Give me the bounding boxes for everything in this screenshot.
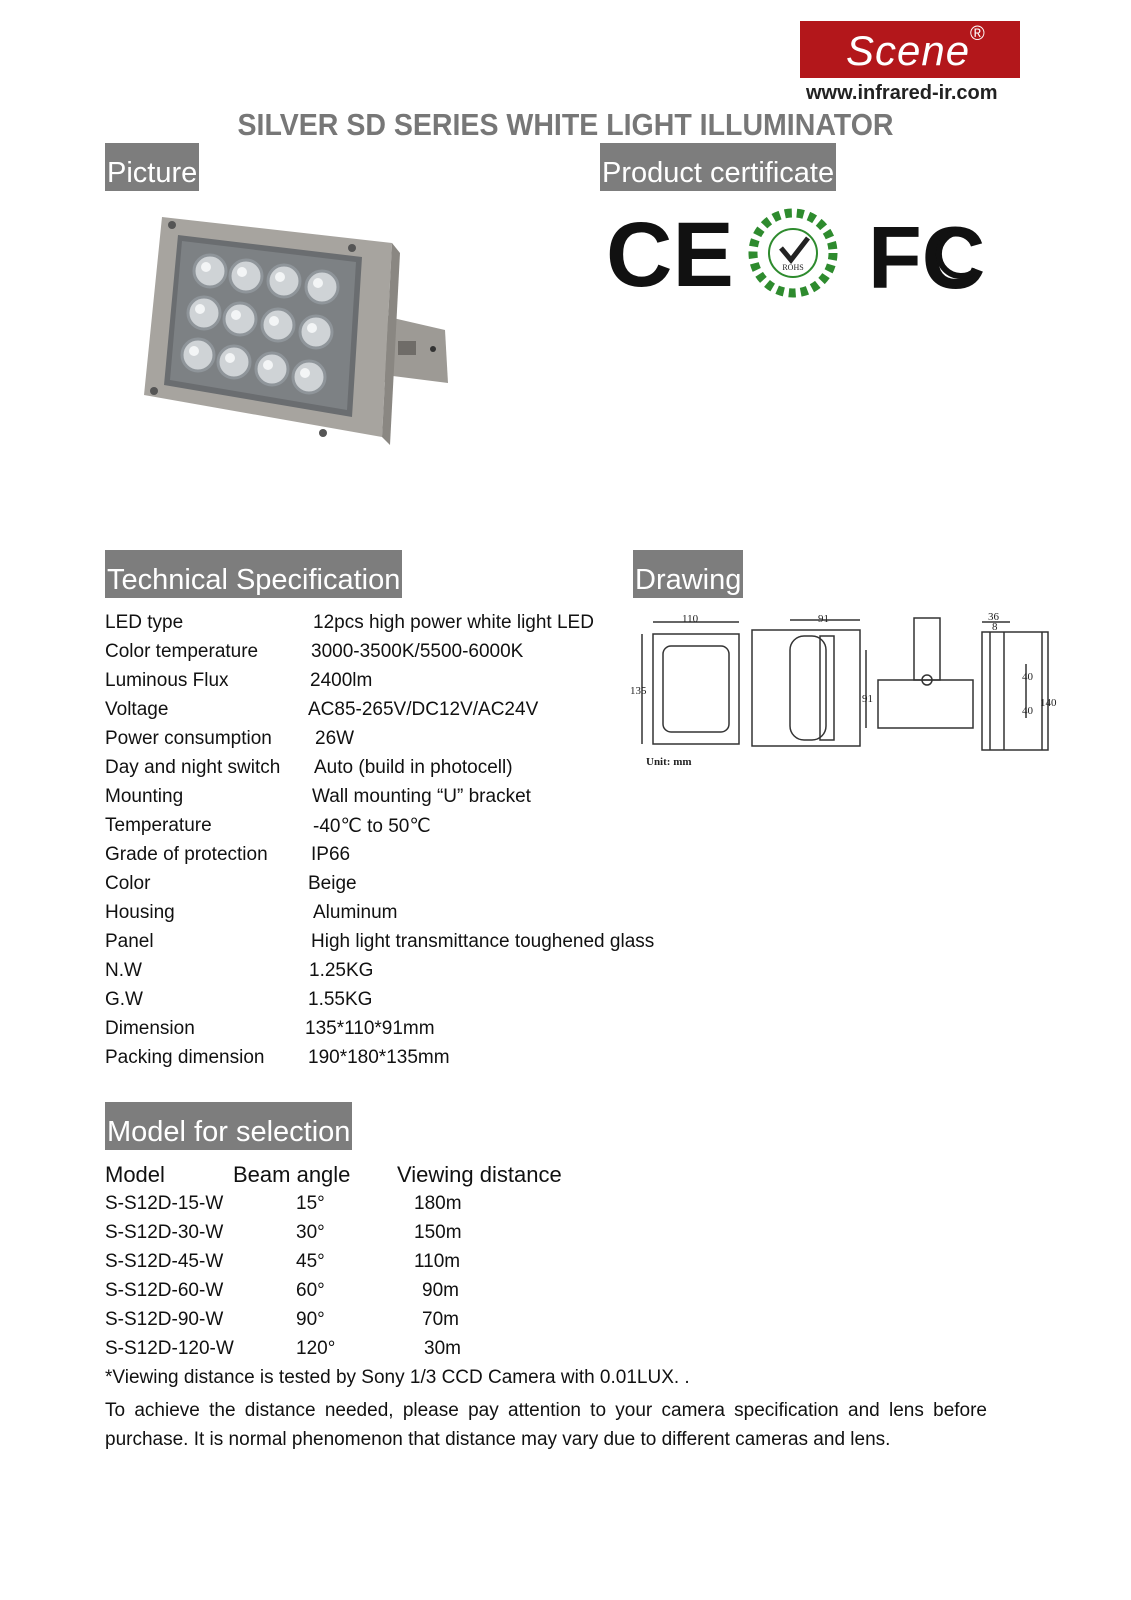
viewing-distance: 180m (414, 1193, 462, 1214)
footnote-distance-disclaimer: To achieve the distance needed, please pay attention to your camera specification and lens before purchase. It is normal phenomenon that distance may vary due to different cameras and lens. (105, 1400, 987, 1450)
spec-label: Packing dimension (105, 1047, 265, 1068)
spec-value: 2400lm (310, 670, 373, 691)
spec-value: 3000-3500K/5500-6000K (311, 641, 524, 662)
ce-mark-text: CE (606, 204, 734, 306)
spec-label: Dimension (105, 1018, 195, 1039)
viewing-distance: 110m (414, 1251, 461, 1272)
spec-value: 135*110*91mm (305, 1018, 435, 1039)
spec-label: Color temperature (105, 641, 259, 662)
model-name: S-S12D-60-W (105, 1280, 224, 1301)
spec-value: Wall mounting “U” bracket (312, 786, 531, 807)
dim-91-side: 91 (862, 693, 873, 705)
model-name: S-S12D-15-W (105, 1193, 224, 1214)
rohs-mark-text: ROHS (782, 263, 804, 272)
spec-value: High light transmittance toughened glass (311, 931, 655, 952)
spec-value: AC85-265V/DC12V/AC24V (308, 699, 539, 720)
fcc-mark-text: FC (868, 208, 986, 307)
dim-40-a: 40 (1022, 671, 1033, 683)
dim-135: 135 (630, 685, 647, 697)
model-name: S-S12D-30-W (105, 1222, 224, 1243)
beam-angle: 30° (296, 1222, 325, 1243)
unit-label: Unit: mm (646, 756, 692, 768)
dim-140: 140 (1040, 697, 1057, 709)
spec-label: LED type (105, 612, 184, 633)
dim-8: 8 (992, 621, 998, 633)
registered-mark: ® (970, 23, 985, 45)
spec-label: Housing (105, 902, 175, 923)
section-tech-spec: Technical Specification (105, 550, 402, 598)
spec-value: Auto (build in photocell) (314, 757, 513, 778)
spec-value: Beige (308, 873, 357, 894)
dim-36: 36 (988, 611, 999, 623)
spec-label: Color (105, 873, 151, 894)
website-url: www.infrared-ir.com (806, 82, 998, 104)
spec-label: Mounting (105, 786, 184, 807)
beam-angle: 90° (296, 1309, 325, 1330)
distance-column-header: Viewing distance (397, 1162, 562, 1187)
section-models: Model for selection (105, 1102, 352, 1150)
document-title: SILVER SD SERIES WHITE LIGHT ILLUMINATOR (237, 107, 894, 142)
spec-value: Aluminum (313, 902, 398, 923)
product-photo (130, 205, 460, 450)
spec-value: IP66 (311, 844, 351, 865)
beam-angle: 15° (296, 1193, 325, 1214)
footnote-test-condition: *Viewing distance is tested by Sony 1/3 CCD Camera with 0.01LUX. . (105, 1367, 690, 1388)
brand-name: Scene (846, 27, 971, 74)
ce-mark-icon (606, 204, 734, 306)
brand-logo (800, 21, 1020, 78)
dimension-drawing (630, 610, 1060, 780)
spec-label: Day and night switch (105, 757, 281, 778)
model-name: S-S12D-45-W (105, 1251, 224, 1272)
model-column-header: Model (105, 1162, 165, 1187)
beam-angle: 120° (296, 1338, 336, 1359)
viewing-distance: 70m (422, 1309, 459, 1330)
beam-angle: 45° (296, 1251, 325, 1272)
viewing-distance: 150m (414, 1222, 462, 1243)
viewing-distance: 30m (424, 1338, 461, 1359)
beam-angle: 60° (296, 1280, 325, 1301)
spec-value: 190*180*135mm (308, 1047, 450, 1068)
spec-label: N.W (105, 960, 142, 981)
spec-value: 12pcs high power white light LED (313, 612, 594, 633)
section-picture: Picture (105, 143, 199, 191)
model-name: S-S12D-90-W (105, 1309, 224, 1330)
spec-value: 26W (315, 728, 355, 749)
rohs-mark-icon (746, 208, 840, 298)
viewing-distance: 90m (422, 1280, 459, 1301)
spec-label: Temperature (105, 815, 212, 836)
spec-label: Panel (105, 931, 154, 952)
spec-label: Voltage (105, 699, 169, 720)
dim-91-top: 91 (818, 613, 829, 625)
spec-value: -40℃ to 50℃ (313, 816, 431, 837)
spec-value: 1.55KG (308, 989, 373, 1010)
dim-40-b: 40 (1022, 705, 1033, 717)
spec-label: Grade of protection (105, 844, 268, 865)
spec-label: Luminous Flux (105, 670, 229, 691)
section-drawing: Drawing (633, 550, 743, 598)
fcc-mark-icon (868, 208, 986, 307)
spec-label: Power consumption (105, 728, 272, 749)
beam-column-header: Beam angle (233, 1162, 351, 1187)
spec-value: 1.25KG (309, 960, 374, 981)
section-certificate: Product certificate (600, 143, 836, 191)
model-name: S-S12D-120-W (105, 1338, 234, 1359)
spec-label: G.W (105, 989, 143, 1010)
dim-110: 110 (682, 613, 699, 625)
